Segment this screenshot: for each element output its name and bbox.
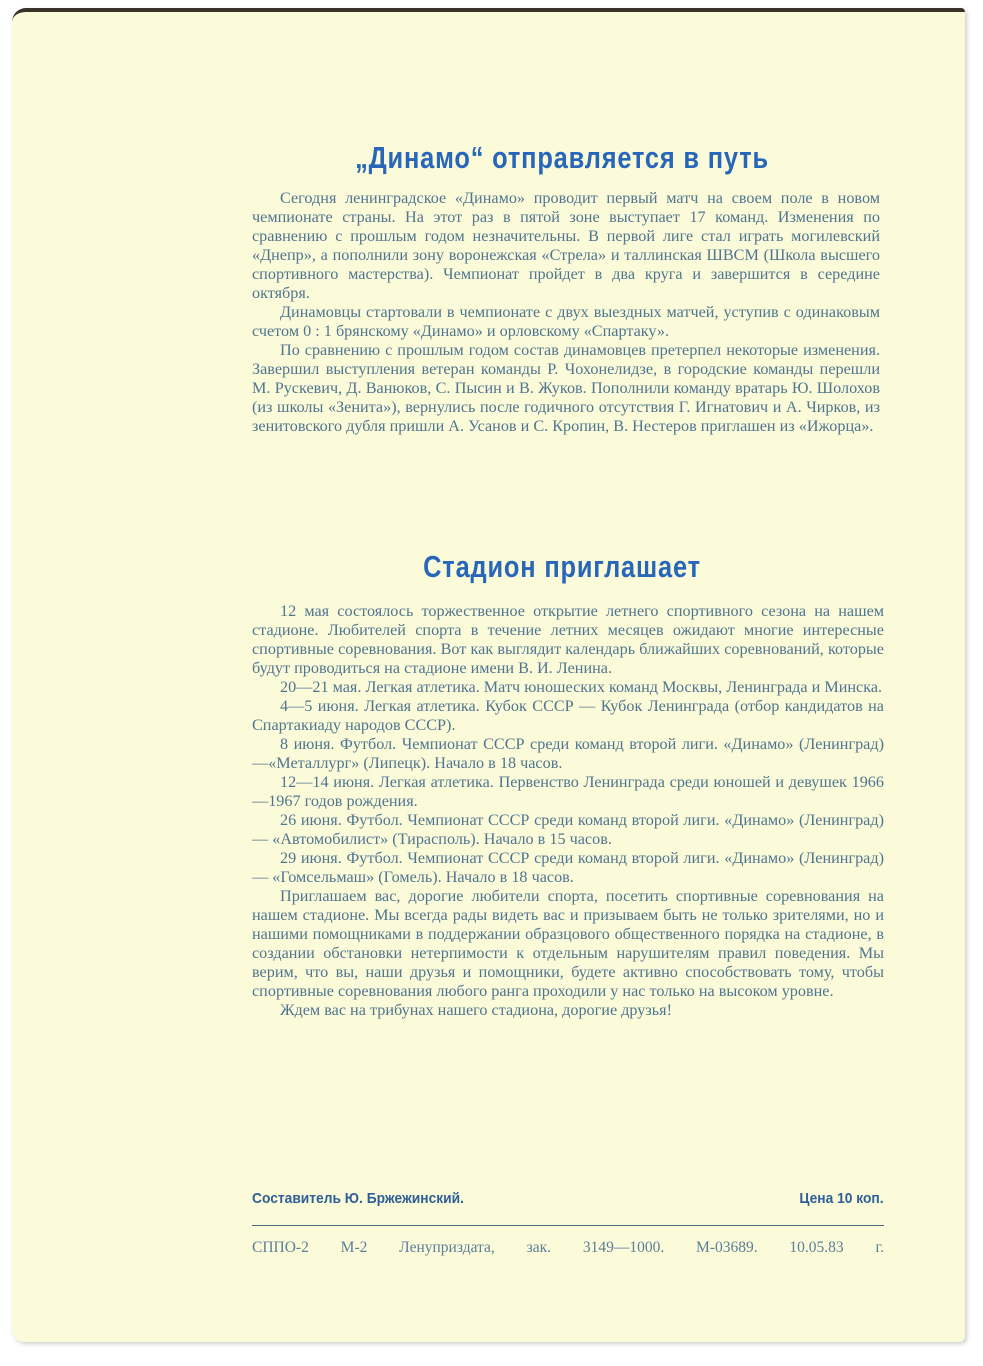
article-body-dynamo xyxy=(252,189,880,436)
schedule-item: 20—21 мая. Легкая атлетика. Матч юношеских команд Москвы, Ленинграда и Минска. xyxy=(280,678,883,696)
paragraph: По сравнению с прошлым годом состав динамовцев претерпел некоторые изменения. Завершил выступления ветеран команды Р. Чохонелидзе, в городские команды перешли М. Рускевич, Д. Ванюков, С. Пысин и В. Жуков. Пополнили команду вратарь Ю. Шолохов (из школы «Зенита»), вернулись после годичного отсутствия Г. Игнатович и А. Чирков, из зенитовского дубля пришли А. Усанов и С. Кропин, В. Нестеров приглашен из «Ижорца». xyxy=(252,341,880,435)
paragraph: Динамовцы стартовали в чемпионате с двух выездных матчей, уступив с одинаковым счетом 0 : 1 брянскому «Динамо» и орловскому «Спартаку». xyxy=(252,303,880,340)
paragraph: Ждем вас на трибунах нашего стадиона, дорогие друзья! xyxy=(280,1001,673,1019)
divider xyxy=(252,1225,884,1226)
schedule-item: 26 июня. Футбол. Чемпионат СССР среди команд второй лиги. «Динамо» (Ленинград) — «Автомобилист» (Тирасполь). Начало в 15 часов. xyxy=(252,811,884,848)
schedule-item: 8 июня. Футбол. Чемпионат СССР среди команд второй лиги. «Динамо» (Ленинград)—«Металлург» (Липецк). Начало в 18 часов. xyxy=(252,735,884,772)
program-page xyxy=(12,8,965,1342)
article-body-stadium xyxy=(252,602,884,1020)
compiler-credit: Составитель Ю. Бржежинский. xyxy=(252,1190,464,1207)
footer-credits xyxy=(252,1190,884,1207)
printing-imprint: СППО-2 М-2 Ленуприздата, зак. 3149—1000. М-03689. 10.05.83 г. xyxy=(252,1239,884,1256)
schedule-item: 4—5 июня. Легкая атлетика. Кубок СССР — Кубок Ленинграда (отбор кандидатов на Спартакиаду народов СССР). xyxy=(252,697,884,734)
schedule-item: 12—14 июня. Легкая атлетика. Первенство Ленинграда среди юношей и девушек 1966—1967 годов рождения. xyxy=(252,773,884,810)
paragraph: 12 мая состоялось торжественное открытие летнего спортивного сезона на нашем стадионе. Любителей спорта в течение летних месяцев ожидают многие интересные спортивные соревнования. Вот как выглядит календарь ближайших соревнований, которые будут проводиться на стадионе имени В. И. Ленина. xyxy=(252,602,884,677)
paragraph: Приглашаем вас, дорогие любители спорта, посетить спортивные соревнования на нашем стадионе. Мы всегда рады видеть вас и призываем быть не только зрителями, но и нашими помощниками в поддержании образцового общественного порядка на стадионе, в создании обстановки нетерпимости к отдельным нарушителям правил поведения. Мы верим, что вы, наши друзья и помощники, будете активно способствовать тому, чтобы спортивные соревнования любого ранга проходили у нас только на высоком уровне. xyxy=(252,887,884,1000)
price-label: Цена 10 коп. xyxy=(799,1190,884,1207)
article-title-stadium: Стадион приглашает xyxy=(423,549,701,584)
paragraph: Сегодня ленинградское «Динамо» проводит первый матч на своем поле в новом чемпионате страны. На этот раз в пятой зоне выступает 17 команд. Изменения по сравнению с прошлым годом незначительны. В первой лиге стал играть могилевский «Днепр», а пополнили зону воронежская «Стрела» и таллинская ШВСМ (Школа высшего спортивного мастерства). Чемпионат пройдет в два круга и завершится в середине октября. xyxy=(252,189,880,302)
article-title-dynamo: „Динамо“ отправляется в путь xyxy=(355,140,769,175)
schedule-item: 29 июня. Футбол. Чемпионат СССР среди команд второй лиги. «Динамо» (Ленинград) — «Гомсельмаш» (Гомель). Начало в 18 часов. xyxy=(252,849,884,886)
